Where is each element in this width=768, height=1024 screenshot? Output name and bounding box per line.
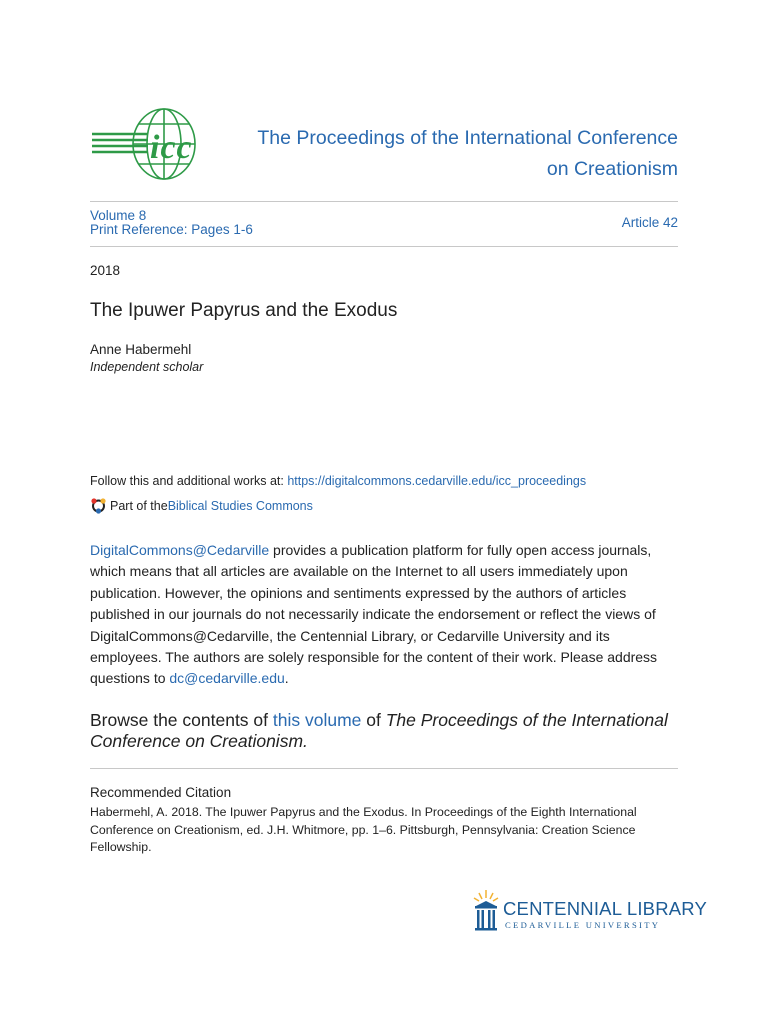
description-text: provides a publication platform for fully open access journals, which means that all articles are available on the Internet to all users immediately upon publication. However, the opinions and sentiments expressed by the authors of articles published in our journals do not necessarily indicate the endorsement or reflect the views of DigitalCommons@Cedarville, the Centennial Library, or Cedarville University and its employees. The authors are solely responsible for the content of their work. Please address questions to — [90, 542, 658, 687]
browse-mid: of — [361, 710, 386, 730]
divider-top — [90, 201, 678, 202]
this-volume-link[interactable]: this volume — [272, 710, 362, 730]
publication-year: 2018 — [90, 263, 121, 278]
author-name: Anne Habermehl — [90, 342, 192, 357]
library-emblem-icon — [470, 888, 502, 934]
follow-label: Follow this and additional works at: — [90, 474, 288, 488]
icc-logo — [90, 106, 230, 182]
journal-title-line2[interactable]: on Creationism — [546, 158, 678, 180]
collection-url-link[interactable]: https://digitalcommons.cedarville.edu/icc_proceedings — [287, 474, 587, 488]
volume-block — [90, 209, 253, 237]
library-subtitle: CEDARVILLE UNIVERSITY — [505, 920, 661, 930]
paper-title: The Ipuwer Papyrus and the Exodus — [90, 300, 398, 321]
description-end: . — [284, 670, 289, 687]
library-name: CENTENNIAL LIBRARY — [503, 898, 708, 919]
journal-title-line1[interactable]: The Proceedings of the International Conference — [257, 127, 678, 149]
digitalcommons-link[interactable]: DigitalCommons@Cedarville — [90, 542, 270, 558]
citation-heading: Recommended Citation — [90, 785, 232, 800]
browse-prefix: Browse the contents of — [90, 710, 273, 730]
article-number[interactable]: Article 42 — [621, 215, 678, 230]
browse-line — [90, 710, 690, 752]
svg-text:icc: icc — [150, 129, 193, 166]
volume-link[interactable]: Volume 8 — [90, 208, 147, 223]
citation-text: Habermehl, A. 2018. The Ipuwer Papyrus and the Exodus. In Proceedings of the Eighth International Conference on Creationism, ed. J.H. Whitmore, pp. 1–6. Pittsburgh, Pennsylvania: Creation Science Fellowship. — [90, 805, 637, 854]
divider-meta — [90, 246, 678, 247]
author-affiliation: Independent scholar — [90, 360, 204, 374]
follow-line — [90, 474, 586, 488]
part-of-line — [90, 497, 313, 514]
network-icon — [90, 497, 107, 514]
biblical-studies-commons-link[interactable]: Biblical Studies Commons — [167, 498, 313, 513]
part-of-label: Part of the — [110, 498, 168, 513]
centennial-library-logo[interactable] — [470, 888, 708, 936]
print-reference[interactable]: Print Reference: Pages 1-6 — [90, 222, 253, 237]
email-link[interactable]: dc@cedarville.edu — [169, 670, 285, 687]
description-paragraph — [90, 540, 680, 690]
browse-journal-title: The Proceedings of the International Conference on Creationism. — [90, 710, 668, 751]
divider-citation — [90, 768, 678, 769]
journal-title[interactable] — [218, 123, 678, 185]
